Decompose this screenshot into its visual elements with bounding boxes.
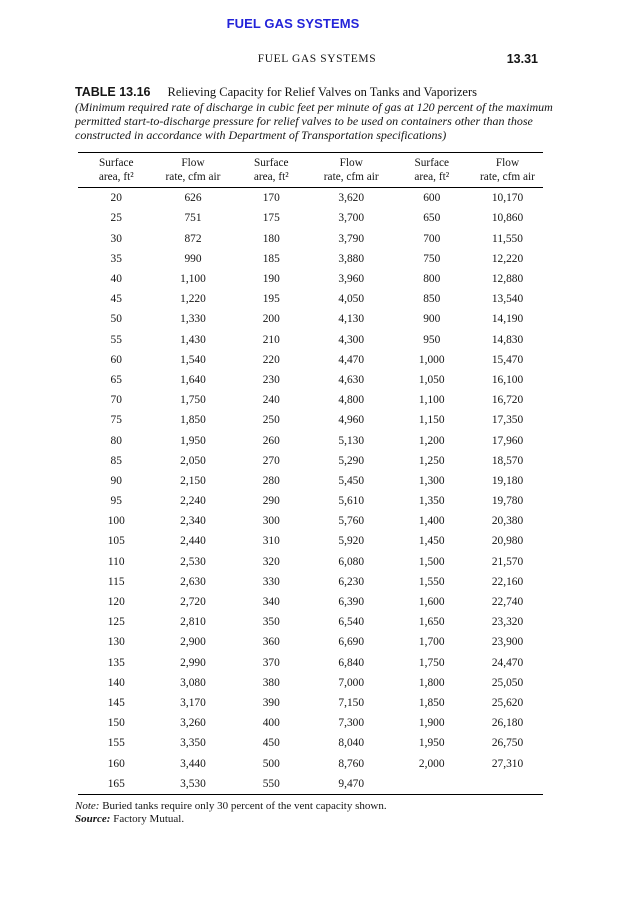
table-cell: 60 — [110, 353, 122, 366]
table-cell: 1,850 — [180, 414, 206, 427]
table-cell: 7,150 — [338, 696, 365, 709]
table-cell: 20,380 — [491, 515, 524, 528]
table-cell: 1,900 — [418, 717, 445, 730]
table-cell: 750 — [423, 252, 441, 265]
table-title: Relieving Capacity for Relief Valves on Tanks and Vaporizers — [167, 85, 477, 99]
table-cell: 175 — [262, 212, 280, 225]
table-cell: 1,300 — [418, 474, 445, 487]
table-cell: 140 — [107, 676, 125, 689]
table-body — [78, 188, 543, 795]
table-cell: 5,450 — [338, 474, 365, 487]
table-cell: 4,630 — [338, 373, 365, 386]
column-header: Surface area, ft² — [253, 157, 289, 183]
table-cell: 6,390 — [338, 596, 365, 609]
table-cell: 21,570 — [491, 555, 524, 568]
table-cell: 18,570 — [491, 454, 524, 467]
table-cell: 85 — [110, 454, 122, 467]
note-line — [75, 800, 387, 813]
table-cell: 19,780 — [491, 495, 524, 508]
table-cell: 4,050 — [338, 293, 365, 306]
table-cell: 210 — [262, 333, 280, 346]
table-cell: 1,950 — [180, 434, 206, 447]
table-cell: 25,050 — [491, 676, 524, 689]
table-cell: 3,080 — [180, 676, 206, 689]
table-cell: 5,130 — [338, 434, 365, 447]
table-cell: 1,640 — [180, 373, 206, 386]
table-cell: 3,960 — [338, 273, 365, 286]
table-cell: 110 — [107, 555, 125, 568]
table-cell: 800 — [423, 273, 441, 286]
table-cell: 400 — [262, 717, 280, 730]
table-cell: 6,540 — [338, 616, 365, 629]
table-cell: 17,960 — [491, 434, 524, 447]
table-cell: 250 — [262, 414, 280, 427]
table-cell: 6,080 — [338, 555, 365, 568]
table-cell: 1,540 — [180, 353, 206, 366]
table-cell: 3,260 — [180, 717, 206, 730]
table-cell: 1,050 — [418, 373, 445, 386]
table-cell: 12,880 — [491, 273, 524, 286]
table-cell: 150 — [107, 717, 125, 730]
table-cell: 145 — [107, 696, 125, 709]
table-cell: 626 — [184, 192, 202, 205]
table-cell: 1,650 — [418, 616, 445, 629]
table-cell: 90 — [110, 474, 122, 487]
table-cell: 10,170 — [491, 192, 524, 205]
table-cell: 23,320 — [491, 616, 524, 629]
table-cell: 1,500 — [418, 555, 445, 568]
table-cell: 2,810 — [180, 616, 206, 629]
table-cell: 450 — [262, 737, 280, 750]
table-cell: 1,100 — [180, 273, 206, 286]
table-cell: 80 — [110, 434, 122, 447]
table-cell: 2,050 — [180, 454, 206, 467]
table-cell: 8,760 — [338, 757, 365, 770]
running-head: FUEL GAS SYSTEMS — [257, 53, 377, 65]
table-cell: 5,610 — [338, 495, 365, 508]
table-cell: 650 — [423, 212, 441, 225]
table-cell: 1,220 — [180, 293, 206, 306]
table-cell: 4,130 — [338, 313, 365, 326]
table-cell: 6,230 — [338, 575, 365, 588]
table-header-row — [78, 153, 543, 188]
table-cell: 1,200 — [418, 434, 445, 447]
table-description-line: (Minimum required rate of discharge in cubic feet per minute of gas at 120 percent of the maximum — [75, 100, 553, 114]
table-cell: 35 — [110, 252, 122, 265]
table-cell: 4,470 — [338, 353, 365, 366]
table-cell: 370 — [262, 656, 280, 669]
column-header: Surface area, ft² — [414, 157, 450, 183]
table-cell: 2,630 — [180, 575, 206, 588]
table-cell: 20 — [110, 192, 122, 205]
table-cell: 16,100 — [491, 373, 524, 386]
table-cell: 290 — [262, 495, 280, 508]
table-cell: 2,720 — [180, 596, 206, 609]
table-cell: 3,620 — [338, 192, 365, 205]
table-cell: 3,350 — [180, 737, 206, 750]
table-cell: 105 — [107, 535, 125, 548]
table-cell: 26,750 — [491, 737, 524, 750]
table-footnotes — [75, 800, 387, 826]
table-caption-line — [75, 83, 477, 101]
table-cell: 1,750 — [418, 656, 445, 669]
table-cell: 2,150 — [180, 474, 206, 487]
table-cell: 5,920 — [338, 535, 365, 548]
table-cell: 850 — [423, 293, 441, 306]
table-cell: 95 — [110, 495, 122, 508]
table-cell: 990 — [184, 252, 202, 265]
table-cell: 380 — [262, 676, 280, 689]
table-cell: 2,440 — [180, 535, 206, 548]
table-cell: 160 — [107, 757, 125, 770]
table-cell: 45 — [110, 293, 122, 306]
table-cell: 15,470 — [491, 353, 524, 366]
table-cell: 13,540 — [491, 293, 524, 306]
table-cell: 300 — [262, 515, 280, 528]
source-line — [75, 813, 387, 826]
table-cell: 1,550 — [418, 575, 445, 588]
table-cell: 900 — [423, 313, 441, 326]
table-cell: 22,160 — [491, 575, 524, 588]
note-label: Note: — [75, 800, 100, 812]
table-cell: 185 — [262, 252, 280, 265]
table-cell: 280 — [262, 474, 280, 487]
table-cell: 3,700 — [338, 212, 365, 225]
table-cell: 19,180 — [491, 474, 524, 487]
table-cell: 8,040 — [338, 737, 365, 750]
column-header: Flow rate, cfm air — [323, 157, 379, 183]
table-cell: 200 — [262, 313, 280, 326]
table-cell: 25 — [110, 212, 122, 225]
table-cell: 190 — [262, 273, 280, 286]
table-cell: 165 — [107, 777, 125, 790]
table-cell: 2,000 — [418, 757, 445, 770]
relieving-capacity-table — [78, 152, 543, 795]
table-cell: 240 — [262, 394, 280, 407]
table-cell: 4,960 — [338, 414, 365, 427]
table-cell: 20,980 — [491, 535, 524, 548]
table-cell: 1,000 — [418, 353, 445, 366]
table-cell: 22,740 — [491, 596, 524, 609]
table-cell: 2,900 — [180, 636, 206, 649]
table-cell: 1,400 — [418, 515, 445, 528]
table-cell: 1,950 — [418, 737, 445, 750]
table-cell: 30 — [110, 232, 122, 245]
table-cell: 1,250 — [418, 454, 445, 467]
table-cell: 120 — [107, 596, 125, 609]
table-cell: 12,220 — [491, 252, 524, 265]
table-cell: 180 — [262, 232, 280, 245]
table-cell: 4,300 — [338, 333, 365, 346]
table-cell: 50 — [110, 313, 122, 326]
table-cell: 25,620 — [491, 696, 524, 709]
table-cell: 115 — [107, 575, 125, 588]
table-cell: 100 — [107, 515, 125, 528]
table-cell: 24,470 — [491, 656, 524, 669]
table-cell: 2,530 — [180, 555, 206, 568]
table-cell: 550 — [262, 777, 280, 790]
table-cell: 11,550 — [492, 232, 523, 245]
table-cell: 330 — [262, 575, 280, 588]
table-cell: 170 — [262, 192, 280, 205]
table-cell: 600 — [423, 192, 441, 205]
table-cell: 9,470 — [338, 777, 365, 790]
table-cell: 230 — [262, 373, 280, 386]
table-cell: 125 — [107, 616, 125, 629]
table-cell: 5,290 — [338, 454, 365, 467]
table-cell: 1,150 — [418, 414, 445, 427]
table-cell: 27,310 — [491, 757, 524, 770]
table-cell: 135 — [107, 656, 125, 669]
table-cell: 55 — [110, 333, 122, 346]
table-cell: 4,800 — [338, 394, 365, 407]
table-description — [75, 101, 553, 142]
table-cell: 130 — [107, 636, 125, 649]
table-cell: 1,100 — [418, 394, 445, 407]
table-cell: 2,340 — [180, 515, 206, 528]
table-cell: 195 — [262, 293, 280, 306]
table-cell: 310 — [262, 535, 280, 548]
table-cell: 1,350 — [418, 495, 445, 508]
table-cell: 26,180 — [491, 717, 524, 730]
table-cell: 3,880 — [338, 252, 365, 265]
note-text: Buried tanks require only 30 percent of the vent capacity shown. — [102, 800, 387, 812]
table-cell: 270 — [262, 454, 280, 467]
column-header: Flow rate, cfm air — [165, 157, 221, 183]
table-cell: 3,530 — [180, 777, 206, 790]
table-cell: 5,760 — [338, 515, 365, 528]
table-cell: 7,000 — [338, 676, 365, 689]
table-cell: 10,860 — [491, 212, 524, 225]
table-cell: 14,830 — [491, 333, 524, 346]
table-cell: 155 — [107, 737, 125, 750]
table-cell: 260 — [262, 434, 280, 447]
page-number: 13.31 — [506, 52, 538, 66]
table-cell: 360 — [262, 636, 280, 649]
table-cell: 70 — [110, 394, 122, 407]
table-cell: 2,240 — [180, 495, 206, 508]
table-cell: 6,840 — [338, 656, 365, 669]
column-header: Surface area, ft² — [98, 157, 134, 183]
source-text: Factory Mutual. — [113, 812, 185, 825]
table-cell: 340 — [262, 596, 280, 609]
table-cell: 1,600 — [418, 596, 445, 609]
table-cell: 1,430 — [180, 333, 206, 346]
table-cell: 1,850 — [418, 696, 445, 709]
table-cell: 1,700 — [418, 636, 445, 649]
table-cell: 1,750 — [180, 394, 206, 407]
table-cell: 700 — [423, 232, 441, 245]
table-cell: 220 — [262, 353, 280, 366]
table-cell: 40 — [110, 273, 122, 286]
table-cell: 3,790 — [338, 232, 365, 245]
table-cell: 6,690 — [338, 636, 365, 649]
table-label: TABLE 13.16 — [75, 85, 151, 99]
table-cell: 3,170 — [180, 696, 206, 709]
table-cell: 16,720 — [491, 394, 524, 407]
table-cell: 1,800 — [418, 676, 445, 689]
table-cell: 872 — [184, 232, 202, 245]
table-cell: 3,440 — [180, 757, 206, 770]
table-cell: 23,900 — [491, 636, 524, 649]
table-cell: 320 — [262, 555, 280, 568]
table-cell: 1,330 — [180, 313, 206, 326]
table-cell: 14,190 — [491, 313, 524, 326]
source-label: Source: — [75, 812, 111, 825]
table-cell: 75 — [110, 414, 122, 427]
table-cell: 65 — [110, 373, 122, 386]
chapter-title-link[interactable]: FUEL GAS SYSTEMS — [226, 16, 360, 31]
table-cell: 350 — [262, 616, 280, 629]
table-cell: 950 — [423, 333, 441, 346]
column-header: Flow rate, cfm air — [480, 157, 535, 183]
table-description-line: constructed in accordance with Department of Transportation specifications) — [75, 127, 447, 142]
table-cell: 390 — [262, 696, 280, 709]
table-description-line: permitted start-to-discharge pressure for relief valves to be used on containers other than those — [75, 113, 533, 128]
table-cell: 7,300 — [338, 717, 365, 730]
table-cell: 17,350 — [491, 414, 524, 427]
table-cell: 751 — [184, 212, 202, 225]
table-cell: 1,450 — [418, 535, 445, 548]
table-cell: 2,990 — [180, 656, 206, 669]
table-cell: 500 — [262, 757, 280, 770]
